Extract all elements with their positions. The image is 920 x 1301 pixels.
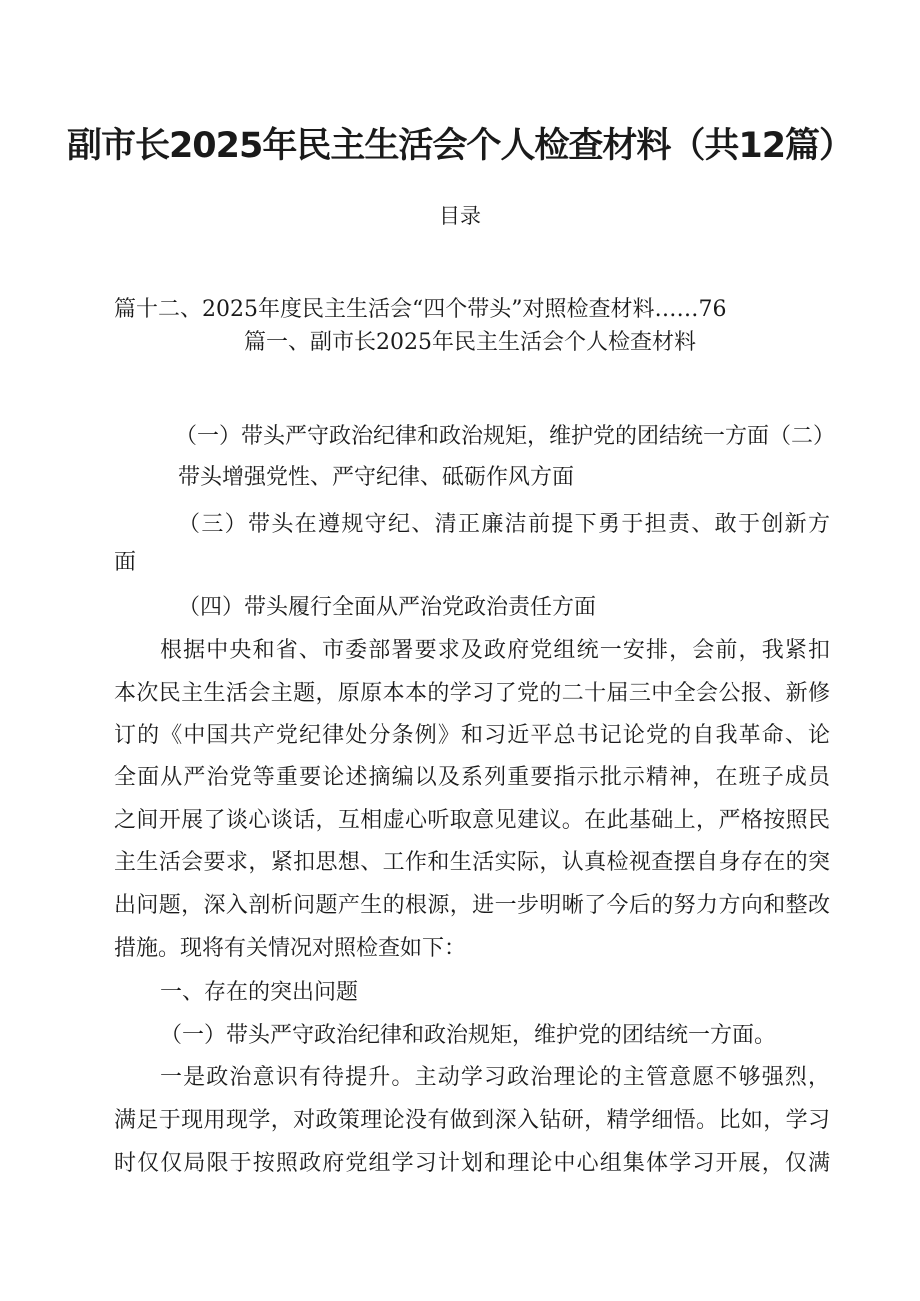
outline-item: 带头增强党性、严守纪律、砥砺作风方面 xyxy=(178,465,575,490)
body-line: 出问题，深入剖析问题产生的根源，进一步明晰了今后的努力方向和整改 xyxy=(114,893,830,918)
body-line: 一是政治意识有待提升。主动学习政治理论的主管意愿不够强烈， xyxy=(160,1065,830,1090)
outline-item: （三）带头在遵规守纪、清正廉洁前提下勇于担责、敢于创新方 xyxy=(178,512,830,537)
body-line: 根据中央和省、市委部署要求及政府党组统一安排，会前，我紧扣 xyxy=(160,638,830,663)
body-line: 满足于现用现学，对政策理论没有做到深入钻研，精学细悟。比如，学习 xyxy=(114,1108,830,1133)
document-title: 副市长2025年民主生活会个人检查材料（共12篇） xyxy=(66,126,854,166)
section-title: 篇一、副市长2025年民主生活会个人检查材料 xyxy=(244,330,696,355)
body-line: 订的《中国共产党纪律处分条例》和习近平总书记论党的自我革命、论 xyxy=(114,723,830,748)
body-line: 时仅仅局限于按照政府党组学习计划和理论中心组集体学习开展，仅满 xyxy=(114,1151,830,1176)
body-line: 全面从严治党等重要论述摘编以及系列重要指示批示精神，在班子成员 xyxy=(114,765,830,790)
body-line: 措施。现将有关情况对照检查如下： xyxy=(114,936,467,961)
body-line: 本次民主生活会主题，原原本本的学习了党的二十届三中全会公报、新修 xyxy=(114,681,830,706)
body-line: 主生活会要求，紧扣思想、工作和生活实际，认真检视查摆自身存在的突 xyxy=(114,850,830,875)
outline-item: （一）带头严守政治纪律和政治规矩，维护党的团结统一方面（二） xyxy=(175,424,836,449)
subsection-heading: （一）带头严守政治纪律和政治规矩，维护党的团结统一方面。 xyxy=(160,1023,777,1048)
body-line: 之间开展了谈心谈话，互相虚心听取意见建议。在此基础上，严格按照民 xyxy=(114,808,830,833)
outline-item: 面 xyxy=(114,550,137,575)
toc-heading: 目录 xyxy=(439,204,481,228)
toc-entry: 篇十二、2025年度民主生活会“四个带头”对照检查材料……76 xyxy=(114,297,727,322)
section-heading: 一、存在的突出问题 xyxy=(160,980,359,1005)
outline-item: （四）带头履行全面从严治党政治责任方面 xyxy=(178,595,597,620)
